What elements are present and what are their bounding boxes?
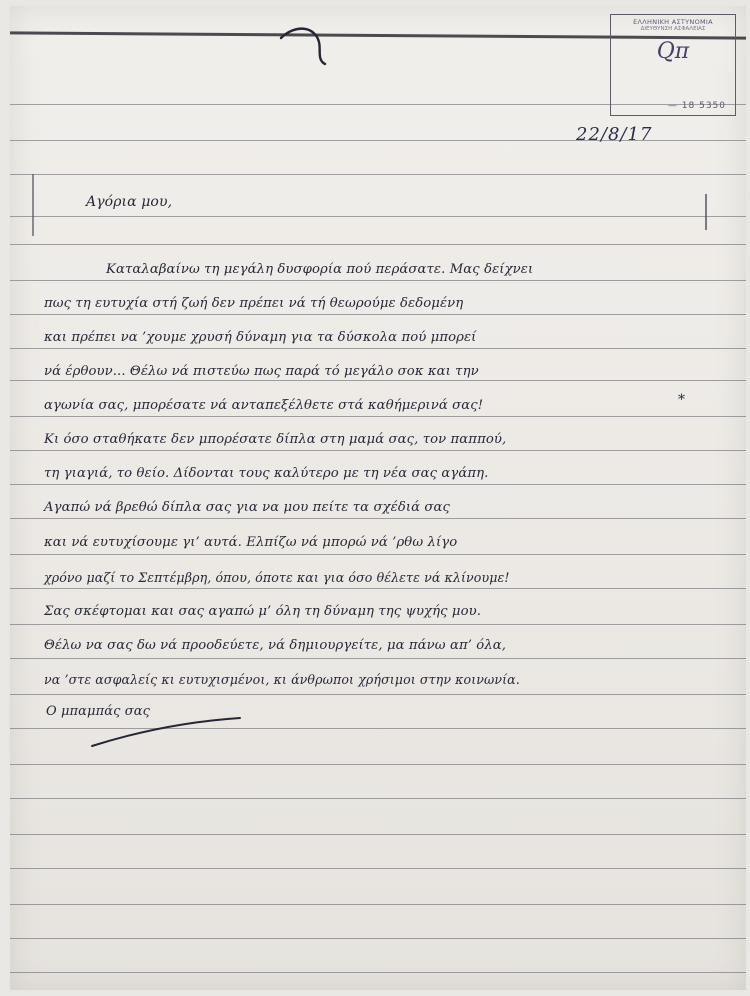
body-line: Καταλαβαίνω τη μεγάλη δυσφορία πού περάσατε. Μας δείχνει: [106, 262, 534, 277]
ruled-line: [10, 348, 746, 349]
stamp-number: — 18 5350: [667, 101, 726, 111]
letter-date: 22/8/17: [576, 124, 653, 145]
ruled-line: [10, 554, 746, 555]
stamp-code: Qπ: [656, 39, 690, 64]
ruled-line: [10, 174, 746, 175]
body-line: χρόνο μαζί το Σεπτέμβρη, όπου, όποτε και για όσο θέλετε νά κλίνουμε!: [44, 570, 510, 585]
body-line: Θέλω να σας δω νά προοδεύετε, νά δημιουργείτε, μα πάνω απ’ όλα,: [44, 638, 507, 653]
body-line: αγωνία σας, μπορέσατε νά ανταπεξέλθετε στά καθήμερινά σας!: [44, 398, 484, 413]
ruled-line: [10, 938, 746, 939]
stamp-header: ΕΛΛΗΝΙΚΗ ΑΣΤΥΝΟΜΙΑ: [633, 18, 713, 26]
body-line: Σας σκέφτομαι και σας αγαπώ μ’ όλη τη δύναμη της ψυχής μου.: [44, 604, 482, 619]
ruled-line: [10, 484, 746, 485]
ruled-line: [10, 904, 746, 905]
body-line: Κι όσο σταθήκατε δεν μπορέσατε δίπλα στη μαμά σας, τον παππού,: [44, 432, 507, 447]
ruled-line: [10, 588, 746, 589]
ruled-line: [10, 216, 746, 217]
ruled-line: [10, 694, 746, 695]
stamp-subheader: ΔΙΕΥΘΥΝΣΗ ΑΣΦΑΛΕΙΑΣ: [640, 26, 706, 32]
police-stamp: [610, 14, 736, 116]
ruled-line: [10, 280, 746, 281]
body-line: να ’στε ασφαλείς κι ευτυχισμένοι, κι άνθρωποι χρήσιμοι στην κοινωνία.: [44, 672, 520, 687]
ruled-line: [10, 834, 746, 835]
ruled-line: [10, 416, 746, 417]
body-line: νά έρθουν... Θέλω νά πιστεύω πως παρά τό μεγάλο σοκ και την: [44, 364, 479, 379]
ruled-line: [10, 450, 746, 451]
ruled-line: [10, 314, 746, 315]
body-line: τη γιαγιά, το θείο. Δίδονται τους καλύτερο με τη νέα σας αγάπη.: [44, 466, 489, 481]
body-line: και πρέπει να ’χουμε χρυσή δύναμη για τα δύσκολα πού μπορεί: [44, 330, 477, 345]
ruled-line: [10, 244, 746, 245]
ruled-line: [10, 658, 746, 659]
asterisk-mark: *: [678, 392, 685, 408]
letter-paper: [10, 6, 746, 990]
ruled-line: [10, 972, 746, 973]
ruled-line: [10, 764, 746, 765]
body-line: Αγαπώ νά βρεθώ δίπλα σας για να μου πείτε τα σχέδιά σας: [44, 500, 451, 515]
body-line: και νά ευτυχίσουμε γι’ αυτά. Ελπίζω νά μπορώ νά ’ρθω λίγο: [44, 535, 458, 550]
body-line: πως τη ευτυχία στή ζωή δεν πρέπει νά τή θεωρούμε δεδομένη: [44, 296, 464, 311]
ruled-line: [10, 868, 746, 869]
salutation: Αγόρια μου,: [86, 194, 173, 210]
ruled-line: [10, 518, 746, 519]
ruled-line: [10, 798, 746, 799]
pen-squiggle: [275, 20, 345, 70]
left-margin-mark: [32, 174, 34, 236]
signature: Ο μπαμπάς σας: [46, 704, 150, 719]
signature-swash: [90, 706, 250, 756]
ruled-line: [10, 624, 746, 625]
